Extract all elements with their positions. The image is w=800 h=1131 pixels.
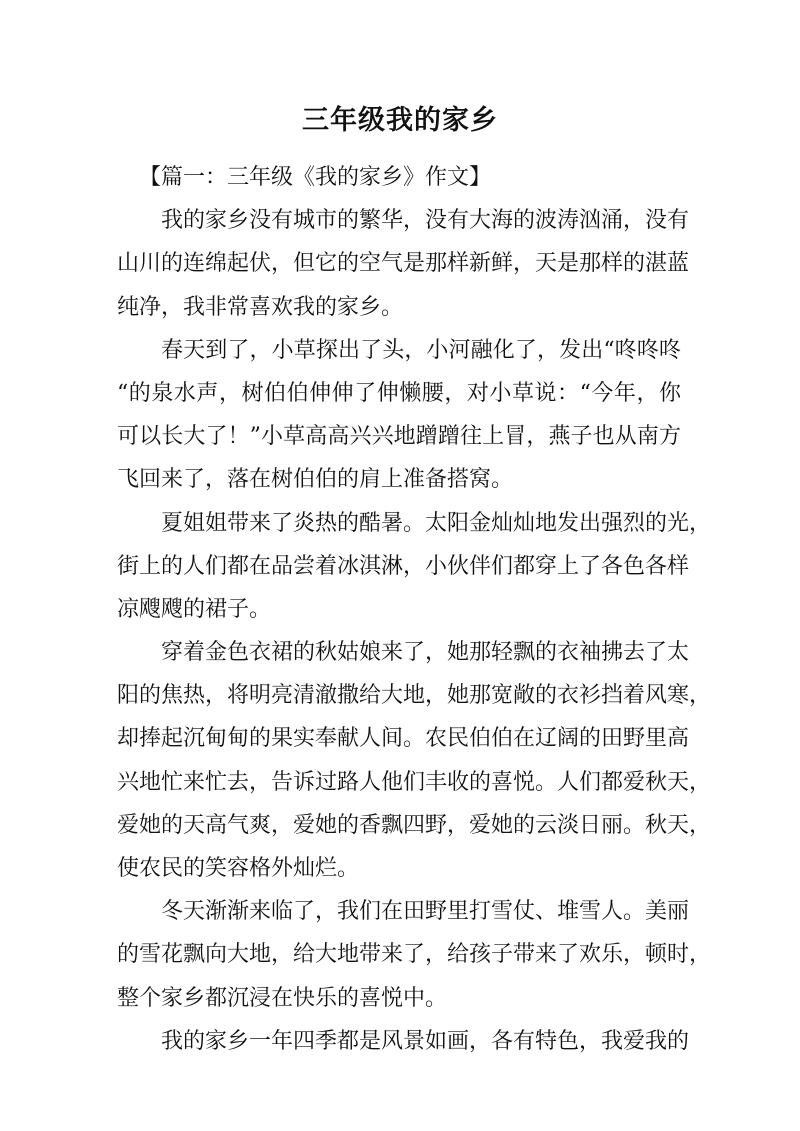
text-line: 兴地忙来忙去，告诉过路人他们丰收的喜悦。人们都爱秋天， (117, 769, 712, 795)
text-line: 使农民的笑容格外灿烂。 (117, 856, 360, 881)
paragraph (117, 890, 712, 1020)
text-line: “的泉水声，树伯伯伸伸了伸懒腰，对小草说：“今年，你 (117, 380, 681, 406)
text-line: 爱她的天高气爽，爱她的香飘四野，爱她的云淡日丽。秋天， (117, 812, 712, 838)
section-heading: 【篇一：三年级《我的家乡》作文】 (139, 165, 492, 190)
text-line: 纯净，我非常喜欢我的家乡。 (117, 294, 404, 320)
text-line: 冬天渐渐来临了，我们在田野里打雪仗、堆雪人。美丽 (161, 899, 690, 925)
text-line: 阳的焦热，将明亮清澈撒给大地，她那宽敞的衣衫挡着风寒， (117, 683, 712, 709)
text-line: 我的家乡没有城市的繁华，没有大海的波涛汹涌，没有 (161, 208, 690, 234)
paragraph (117, 502, 712, 632)
paragraph (117, 1020, 690, 1063)
document-body (117, 156, 712, 1063)
paragraph (117, 329, 681, 502)
text-line: 却捧起沉甸甸的果实奉献人间。农民伯伯在辽阔的田野里高 (117, 726, 690, 752)
document-title: 三年级我的家乡 (302, 105, 498, 136)
text-line: 夏姐姐带来了炎热的酷暑。太阳金灿灿地发出强烈的光， (161, 510, 712, 536)
text-line: 我的家乡一年四季都是风景如画，各有特色，我爱我的 (161, 1028, 690, 1054)
text-line: 春天到了，小草探出了头，小河融化了，发出“咚咚咚 (161, 337, 681, 363)
text-line: 穿着金色衣裙的秋姑娘来了，她那轻飘的衣袖拂去了太 (161, 640, 690, 666)
paragraph (117, 199, 690, 329)
paragraph (117, 631, 712, 890)
text-line: 的雪花飘向大地，给大地带来了，给孩子带来了欢乐，顿时， (117, 942, 712, 968)
text-line: 整个家乡都沉浸在快乐的喜悦中。 (117, 985, 448, 1011)
text-line: 可以长大了！”小草高高兴兴地蹭蹭往上冒，燕子也从南方 (117, 424, 681, 450)
text-line: 山川的连绵起伏，但它的空气是那样新鲜，天是那样的湛蓝 (117, 251, 690, 277)
text-line: 飞回来了，落在树伯伯的肩上准备搭窝。 (117, 467, 514, 493)
text-line: 凉飕飕的裙子。 (117, 596, 272, 622)
text-line: 街上的人们都在品尝着冰淇淋，小伙伴们都穿上了各色各样 (117, 553, 690, 579)
